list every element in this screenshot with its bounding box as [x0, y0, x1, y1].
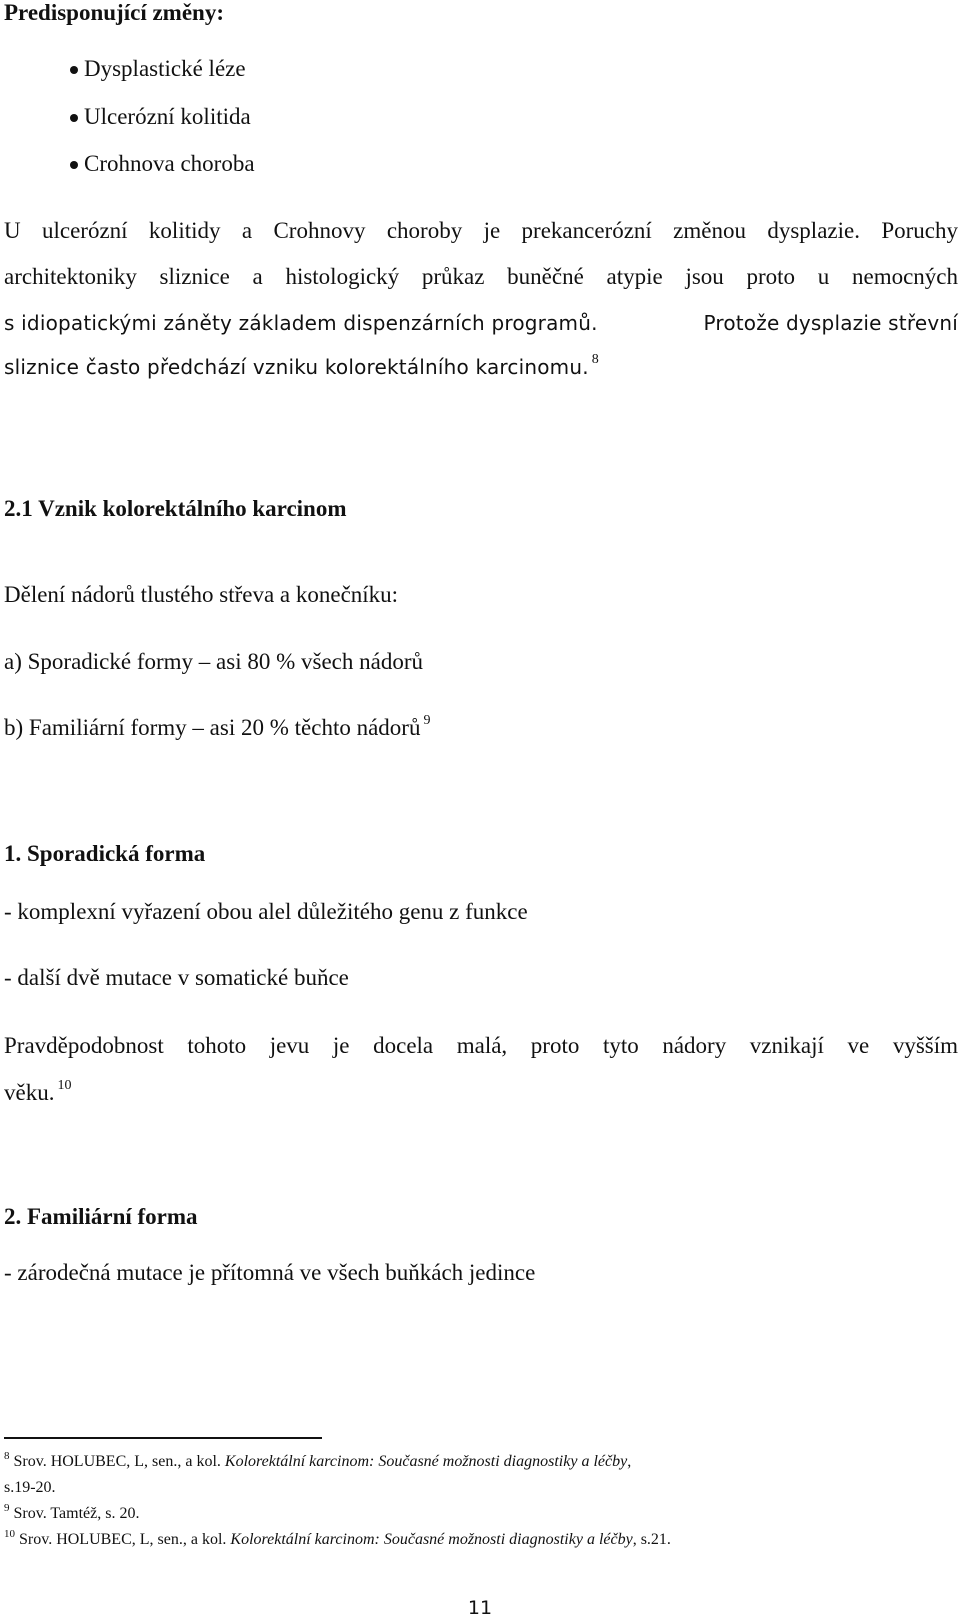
bullet-item: Ulcerózní kolitida	[84, 104, 251, 129]
sporadic-para-line	[4, 1080, 71, 1106]
footnote-tail: , s.21.	[632, 1531, 671, 1548]
sporadic-para-line: Pravděpodobnost tohoto jevu je docela malá, proto tyto nádory vznikají ve vyšším	[4, 1033, 958, 1058]
division-b	[4, 715, 430, 741]
bullet-dot	[70, 114, 78, 122]
sporadic-item: - komplexní vyřazení obou alel důležitého genu z funkce	[4, 899, 528, 924]
footnote-title: Kolorektální karcinom: Současné možnosti diagnostiky a léčby	[224, 1453, 628, 1470]
footnote-title: Kolorektální karcinom: Současné možnosti diagnostiky a léčby	[230, 1531, 633, 1548]
sporadic-item: - další dvě mutace v somatické buňce	[4, 965, 349, 990]
footnote-number: 8	[4, 1450, 10, 1462]
footnote-number: 10	[4, 1528, 15, 1540]
para1-line3-part: Protože dysplazie střevní	[703, 311, 958, 335]
familial-item: - zárodečná mutace je přítomná ve všech buňkách jedince	[4, 1260, 536, 1285]
bullet-item: Crohnova choroba	[84, 151, 255, 176]
para1-line: U ulcerózní kolitidy a Crohnovy choroby je prekancerózní změnou dysplazie. Poruchy	[4, 218, 958, 243]
para1-line	[4, 311, 958, 335]
para1-line3-part: s idiopatickými záněty základem dispenzárních programů.	[4, 311, 598, 335]
footnote-separator	[4, 1437, 322, 1439]
footnote-9	[4, 1502, 140, 1523]
footnote-10	[4, 1528, 671, 1549]
division-intro: Dělení nádorů tlustého střeva a konečníku:	[4, 582, 399, 607]
division-a: a) Sporadické formy – asi 80 % všech nádorů	[4, 649, 423, 674]
footnote-ref-10[interactable]: 10	[57, 1078, 72, 1093]
footnote-ref-9[interactable]: 9	[423, 713, 431, 728]
footnote-ref-8[interactable]: 8	[591, 352, 599, 367]
para1-line	[4, 352, 599, 379]
para1-line: architektoniky sliznice a histologický průkaz buněčné atypie jsou proto u nemocných	[4, 264, 958, 289]
bullet-item: Dysplastické léze	[84, 56, 246, 81]
footnote-text: Srov. Tamtéž, s. 20.	[13, 1505, 140, 1522]
footnote-tail: ,	[627, 1453, 632, 1470]
bullet-dot	[70, 66, 78, 74]
familial-heading: 2. Familiární forma	[4, 1204, 198, 1229]
footnote-8	[4, 1450, 632, 1471]
page-number: 11	[467, 1597, 493, 1619]
bullet-dot	[70, 161, 78, 169]
footnote-text: Srov. HOLUBEC, L, sen., a kol.	[13, 1453, 221, 1470]
sporadic-heading: 1. Sporadická forma	[4, 841, 206, 866]
sporadic-para-line2-text: věku.	[4, 1080, 55, 1105]
footnote-number: 9	[4, 1502, 10, 1514]
footnote-text: Srov. HOLUBEC, L, sen., a kol.	[19, 1531, 227, 1548]
division-b-text: b) Familiární formy – asi 20 % těchto nádorů	[4, 715, 421, 740]
predisposing-heading: Predisponující změny:	[4, 0, 224, 25]
section-heading: 2.1 Vznik kolorektálního karcinom	[4, 496, 347, 521]
footnote-8-line2: s.19-20.	[4, 1479, 56, 1496]
para1-line4-text: sliznice často předchází vzniku kolorektálního karcinomu.	[4, 355, 589, 379]
